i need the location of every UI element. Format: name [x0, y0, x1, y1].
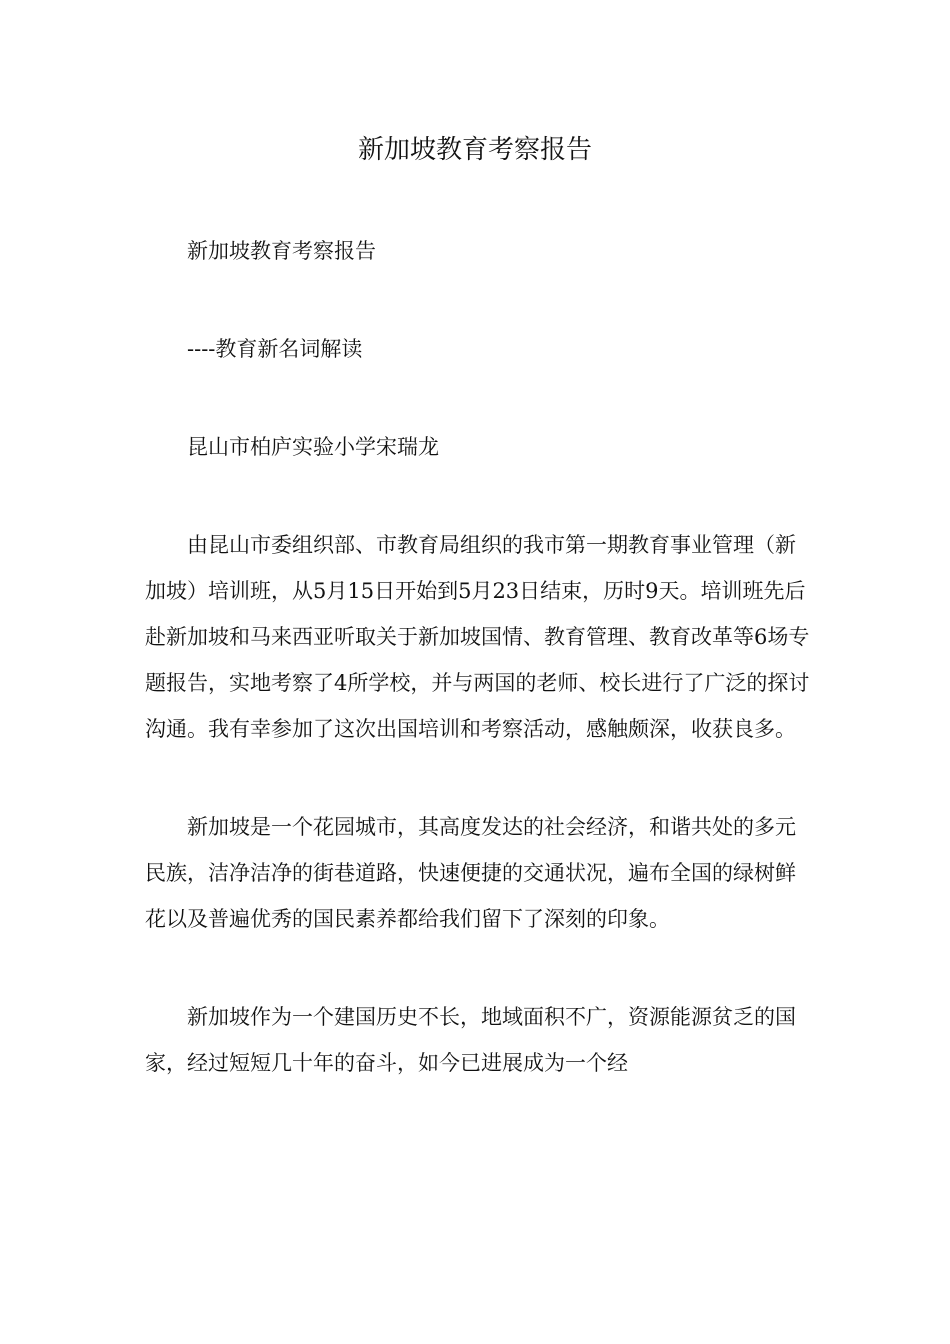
document-title: 新加坡教育考察报告 [357, 135, 592, 165]
paragraph-city: 新加坡是一个花园城市，其高度发达的社会经济，和谐共处的多元民族，洁净洁净的街巷道路，快速便捷的交通状况，遍布全国的绿树鲜花以及普遍优秀的国民素养都给我们留下了深刻的印象。 [145, 815, 796, 931]
paragraph-history: 新加坡作为一个建国历史不长，地域面积不广，资源能源贫乏的国家，经过短短几十年的奋斗，如今已进展成为一个经 [145, 1005, 796, 1075]
document-body [145, 228, 810, 1138]
paragraph-author: 昆山市柏庐实验小学宋瑞龙 [187, 435, 439, 459]
paragraph-subtitle: 新加坡教育考察报告 [187, 239, 376, 263]
paragraph-series: ----教育新名词解读 [187, 337, 363, 361]
paragraph-intro: 由昆山市委组织部、市教育局组织的我市第一期教育事业管理（新加坡）培训班，从5月15日开始到5月23日结束，历时9天。培训班先后赴新加坡和马来西亚听取关于新加坡国情、教育管理、教育改革等6场专题报告，实地考察了4所学校，并与两国的老师、校长进行了广泛的探讨沟通。我有幸参加了这次出国培训和考察活动，感触颇深，收获良多。 [145, 533, 810, 741]
